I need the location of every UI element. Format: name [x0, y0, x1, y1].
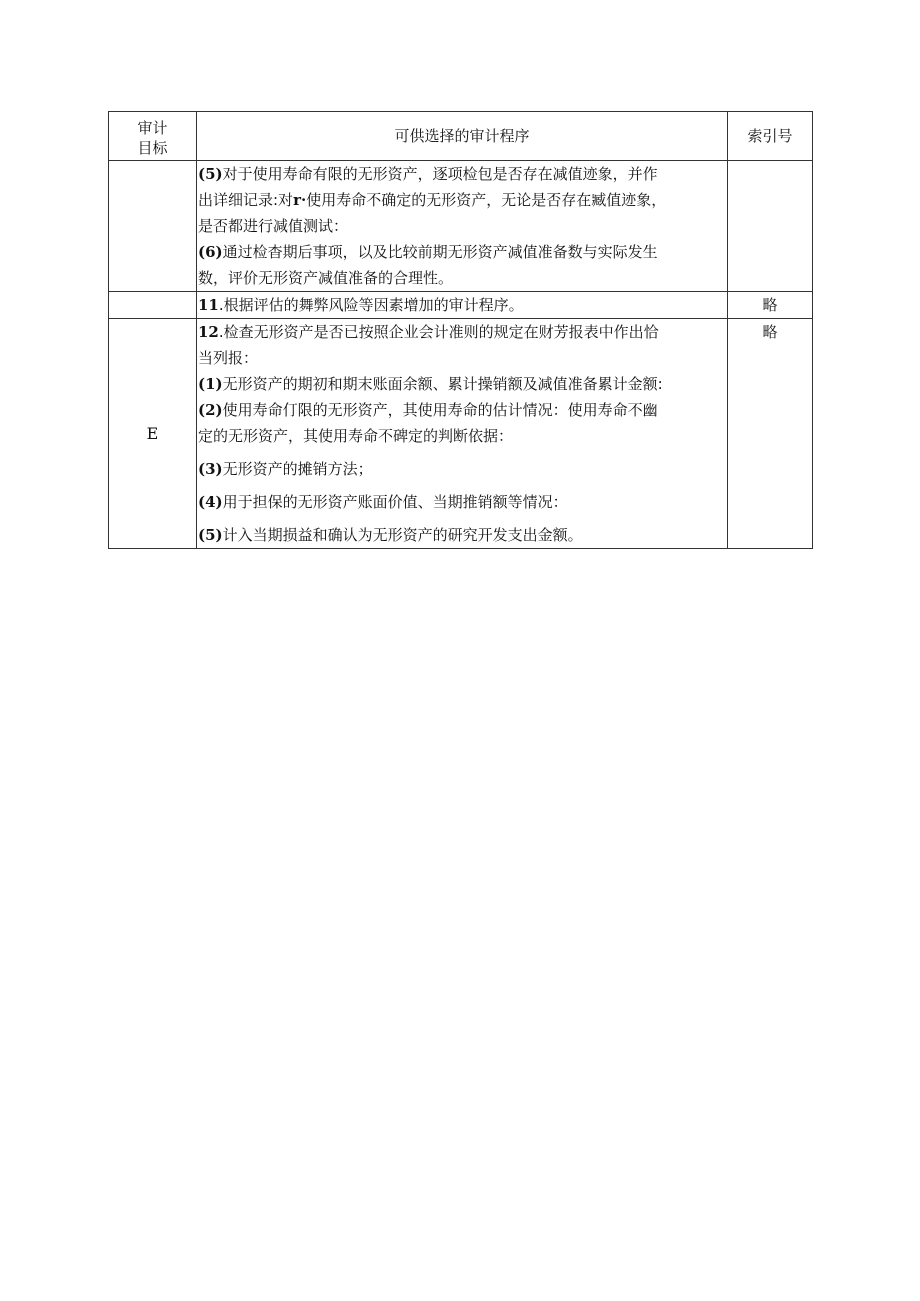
procedure-line	[198, 489, 727, 515]
procedure-number: (2)	[198, 401, 223, 419]
table-row	[109, 161, 813, 292]
procedure-number: (5)	[198, 526, 223, 544]
procedure-text: 用于担保的无形资产账面价值、当期推销额等情况：	[222, 493, 568, 511]
procedure-text: 数，评价无形资产减值准备的合理性。	[198, 269, 454, 287]
procedure-line	[198, 456, 727, 482]
procedure-number: (4)	[198, 493, 223, 511]
row1-index	[728, 161, 813, 292]
procedure-text: 无形资产的期初和期末账面余额、累计操销额及减值准备累计金额:	[222, 375, 663, 393]
procedure-line	[198, 522, 727, 548]
procedure-text: .根据评估的舞弊风险等因素增加的审计程序。	[218, 296, 524, 314]
procedure-number: 12	[198, 323, 219, 341]
procedure-text: 对于使用寿命有限的无形资产，逐项检包是否存在减值迹象，并作	[222, 165, 658, 183]
procedure-text: 定的无形资产，其使用寿命不碑定的判断依据：	[198, 427, 514, 445]
procedure-text: 当列报：	[198, 349, 259, 367]
row3-index: 略	[728, 319, 813, 549]
row2-objective	[109, 292, 197, 319]
procedure-text: 计入当期损益和确认为无形资产的研究开发支出金额。	[222, 526, 583, 544]
procedure-line	[198, 345, 727, 371]
procedure-number: (3)	[198, 460, 223, 478]
procedure-text: 无形资产的摊销方法；	[222, 460, 373, 478]
header-audit-objective	[109, 112, 197, 161]
procedure-text: .检查无形资产是否已按照企业会计准则的规定在财芳报表中作出恰	[218, 323, 659, 341]
procedure-line	[198, 187, 727, 213]
procedure-number: (5)	[198, 165, 223, 183]
procedure-line	[198, 423, 727, 449]
procedure-number: (1)	[198, 375, 223, 393]
procedure-line	[198, 397, 727, 423]
procedure-line	[198, 292, 727, 318]
table-header-row	[109, 112, 813, 161]
procedure-number: 11	[198, 296, 219, 314]
procedure-line	[198, 265, 727, 291]
header-index-number: 索引号	[728, 112, 813, 161]
procedure-text: 使用寿命仃限的无形资产，其使用寿命的估计情况：使用寿命不幽	[222, 401, 658, 419]
header-objective-line2: 目标	[137, 139, 168, 157]
procedure-text: 出详细记录:对	[198, 191, 294, 209]
procedure-line	[198, 319, 727, 345]
procedure-line	[198, 161, 727, 187]
row3-procedures	[197, 319, 728, 549]
procedure-number: (6)	[198, 243, 223, 261]
header-audit-procedures: 可供选择的审计程序	[197, 112, 728, 161]
row1-objective	[109, 161, 197, 292]
procedure-line	[198, 371, 727, 397]
procedure-line	[198, 239, 727, 265]
table-row	[109, 292, 813, 319]
row3-objective: E	[109, 319, 197, 549]
procedure-text: 使用寿命不确定的无形资产，无论是否存在臧值迹象，	[306, 191, 667, 209]
header-objective-line1: 审计	[137, 119, 168, 137]
row1-procedures	[197, 161, 728, 292]
row2-index: 略	[728, 292, 813, 319]
procedure-text: 通过检杳期后事项，以及比较前期无形资产减值准备数与实际发生	[222, 243, 658, 261]
procedure-fragment: r·	[293, 191, 307, 209]
procedure-line	[198, 213, 727, 239]
audit-procedures-table	[108, 111, 813, 549]
table-row	[109, 319, 813, 549]
row2-procedures	[197, 292, 728, 319]
procedure-text: 是否都进行减值测试：	[198, 217, 349, 235]
